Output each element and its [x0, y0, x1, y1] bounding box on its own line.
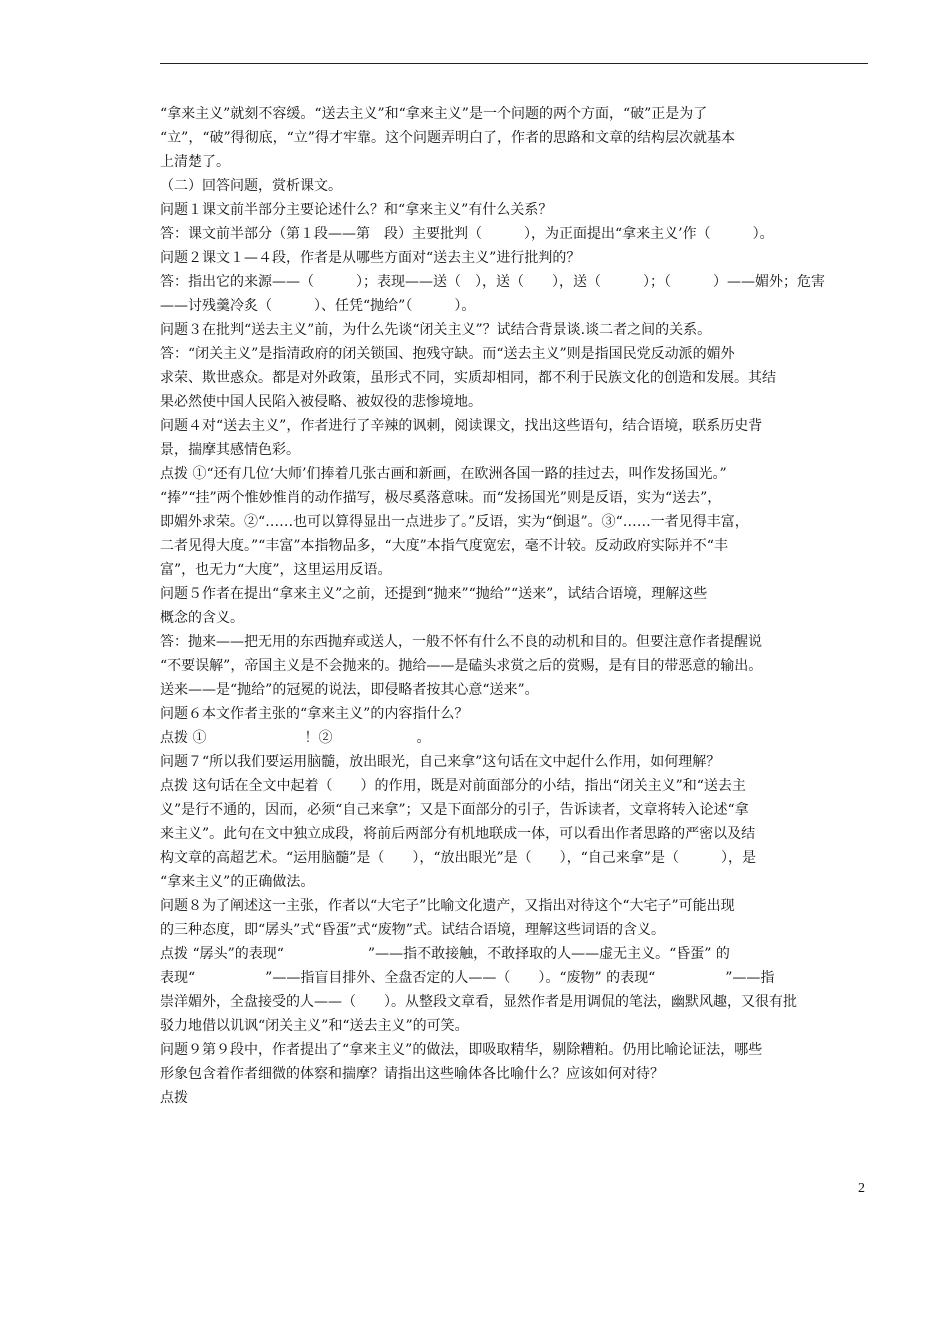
question-line: 的三种态度，即“孱头”式“昏蛋”式“废物”式。试结合语境，理解这些词语的含义。	[160, 922, 665, 938]
answer-line: 送来——是“抛给”的冠冕的说法，即侵略者按其心意“送来”。	[160, 682, 539, 698]
question-line: 形象包含着作者细微的体察和揣摩？请指出这些喻体各比喻什么？应该如何对待？	[160, 1066, 664, 1082]
hint-line: 二者见得大度。”“丰富”本指物品多，“大度”本指气度宽宏，毫不计较。反动政府实际并不“丰	[160, 538, 728, 554]
hint-line: 义”是行不通的，因而，必须“自己来拿”；又是下面部分的引子，告诉读者，文章将转入论述“拿	[160, 802, 749, 818]
text-line: 上清楚了。	[160, 154, 230, 170]
hint-line: “捧”“挂”两个惟妙惟肖的动作描写，极尽奚落意味。而“发扬国光”则是反语，实为“送去”，	[160, 490, 722, 506]
question-4: 问题４对“送去主义”，作者进行了辛辣的讽刺，阅读课文，找出这些语句，结合语境，联系历史背	[160, 418, 763, 434]
text-line: “立”，“破”得彻底，“立”得才牢靠。这个问题弄明白了，作者的思路和文章的结构层次就基本	[160, 130, 735, 146]
hint-line: 表现“ ”——指盲目排外、全盘否定的人——（ ）。“废物” 的表现“ ”——指	[160, 970, 775, 986]
hint-line: 来主义”。此句在文中独立成段，将前后两部分有机地联成一体，可以看出作者思路的严密以及结	[160, 826, 756, 842]
answer-line: 答：抛来——把无用的东西抛弃或送人，一般不怀有什么不良的动机和目的。但要注意作者提醒说	[160, 634, 762, 650]
answer-line: 答：指出它的来源——（ ）；表现——送（ ），送（ ），送（ ）；（ ）——媚外；危害	[160, 274, 825, 290]
answer-line: 答：“闭关主义”是指清政府的闭关锁国、抱残守缺。而“送去主义”则是指国民党反动派的媚外	[160, 346, 735, 362]
hint-line: 富”，也无力“大度”，这里运用反语。	[160, 562, 392, 578]
hint-line: 构文章的高超艺术。“运用脑髓”是（ ），“放出眼光”是（ ），“自己来拿”是（ ），是	[160, 850, 756, 866]
answer-line: 答：课文前半部分（第１段——第 段）主要批判（ ），为正面提出“拿来主义’作（ ）。	[160, 226, 774, 242]
answer-line: 求荣、欺世惑众。都是对外政策，虽形式不同，实质却相同，都不利于民族文化的创造和发展。其结	[160, 370, 776, 386]
question-8: 问题８为了阐述这一主张，作者以“大宅子”比喻文化遗产，又指出对待这个“大宅子”可能出现	[160, 898, 735, 914]
header-rule	[160, 63, 868, 64]
question-line: 概念的含义。	[160, 610, 244, 626]
question-7: 问题７“所以我们要运用脑髓，放出眼光，自己来拿”这句话在文中起什么作用，如何理解？	[160, 754, 721, 770]
hint-line: 点拨	[160, 1090, 188, 1106]
hint-line: “拿来主义”的正确做法。	[160, 874, 315, 890]
question-2: 问题２课文１—４段，作者是从哪些方面对“送去主义”进行批判的？	[160, 250, 581, 266]
section-heading: （二）回答问题，赏析课文。	[160, 178, 342, 194]
hint-line: 崇洋媚外，全盘接受的人——（ ）。从整段文章看，显然作者是用调侃的笔法，幽默风趣，又很有批	[160, 994, 797, 1010]
hint-line: 点拨 这句话在全文中起着（ ）的作用，既是对前面部分的小结，指出“闭关主义”和“送去主	[160, 778, 746, 794]
question-5: 问题５作者在提出“拿来主义”之前，还提到“抛来”“抛给”“送来”，试结合语境，理解这些	[160, 586, 708, 602]
question-9: 问题９第９段中，作者提出了“拿来主义”的做法，即吸取精华，剔除糟粕。仍用比喻论证法，哪些	[160, 1042, 763, 1058]
answer-line: 果必然使中国人民陷入被侵略、被奴役的悲惨境地。	[160, 394, 482, 410]
answer-line: ——讨残羹冷炙（ ）、任凭“抛给”（ ）。	[160, 298, 476, 314]
hint-line: 点拨 ①“还有几位‘大师’们捧着几张古画和新画，在欧洲各国一路的挂过去，叫作发扬国光。”	[160, 466, 727, 482]
question-line: 景，揣摩其感情色彩。	[160, 442, 300, 458]
hint-line: 驳力地借以讥讽“闭关主义”和“送去主义”的可笑。	[160, 1018, 469, 1034]
question-1: 问题１课文前半部分主要论述什么？和“拿来主义”有什么关系？	[160, 202, 553, 218]
document-body	[160, 102, 872, 1110]
hint-line: 点拨 ① ！② 。	[160, 730, 431, 746]
page-number: 2	[858, 1181, 865, 1196]
answer-line: “不要误解”，帝国主义是不会抛来的。抛给——是磕头求赏之后的赏赐，是有目的带恶意的输出。	[160, 658, 763, 674]
hint-line: 即媚外求荣。②“……也可以算得显出一点进步了。”反语，实为“倒退”。③“……一者见得丰富，	[160, 514, 749, 530]
question-6: 问题６本文作者主张的“拿来主义”的内容指什么？	[160, 706, 469, 722]
question-3: 问题３在批判“送去主义”前，为什么先谈“闭关主义”？试结合背景谈.谈二者之间的关系。	[160, 322, 712, 338]
hint-line: 点拨 “孱头”的表现“ ”——指不敢接触，不敢择取的人——虚无主义。“昏蛋” 的	[160, 946, 730, 962]
text-line: “拿来主义”就刻不容缓。“送去主义”和“拿来主义”是一个问题的两个方面，“破”正是为了	[160, 106, 708, 122]
